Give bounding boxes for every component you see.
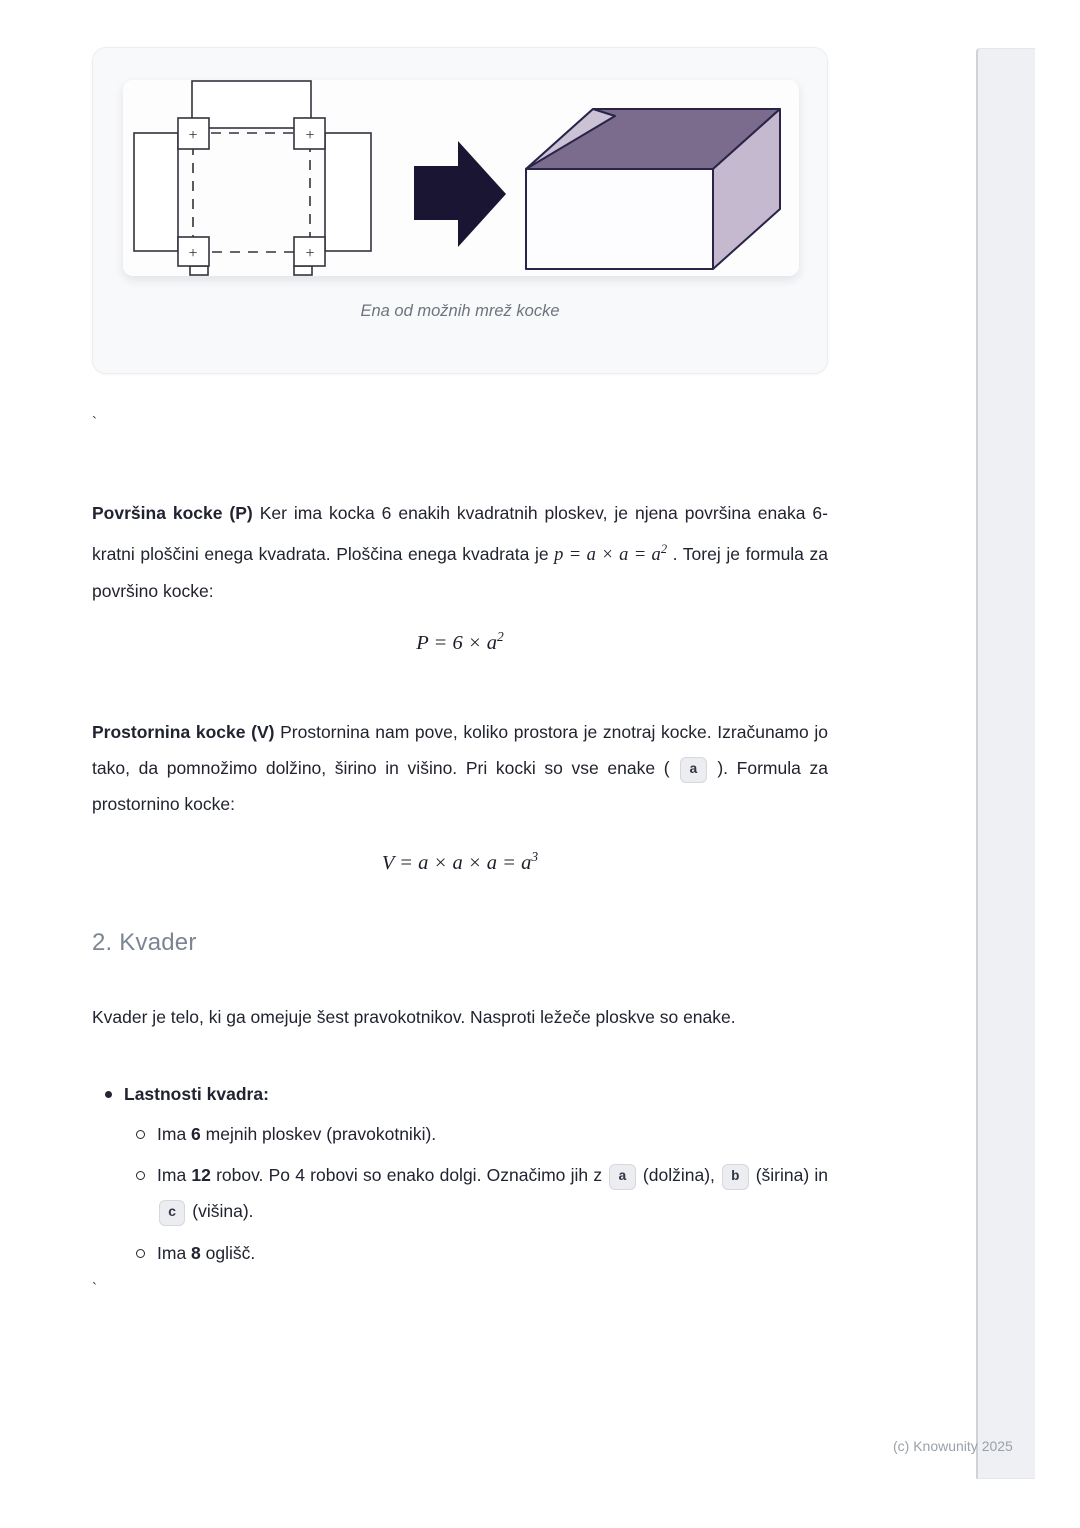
volume-body-1: Prostornina nam pove, koliko prostora je znotraj kocke. Izračunamo jo tako, da pomnožimo dolžino, širino in višino. Pri kocki so vse enake ( — [92, 721, 828, 778]
arrow-right-icon — [414, 141, 506, 247]
plus-icon: + — [188, 245, 198, 262]
code-chip-c: c — [159, 1200, 185, 1226]
stray-backtick: ` — [92, 414, 97, 431]
edges-mid-2: (širina) in — [750, 1165, 829, 1185]
net-top-flap — [192, 81, 311, 128]
edges-post: robov. Po 4 robovi so enako dolgi. Označimo jih z — [210, 1165, 608, 1185]
surface-formula: $P = 6 \times a^2$ — [416, 629, 504, 654]
bullet-circle-icon — [136, 1171, 145, 1180]
surface-body-1: Ker ima kocka 6 enakih kvadratnih ploskev, je njena površina enaka 6-kratni ploščini enega kvadrata. Ploščina enega kvadrata je — [92, 502, 828, 564]
cube-net-figure — [123, 80, 799, 276]
open-box-drawing — [526, 109, 780, 269]
code-chip-a: a — [609, 1164, 635, 1190]
volume-lead: Prostornina kocke (V) — [92, 721, 275, 742]
edges-pre: Ima — [157, 1165, 192, 1185]
figure-card — [92, 47, 828, 374]
vertices-count: 8 — [191, 1243, 201, 1263]
edges-mid-1: (dolžina), — [637, 1165, 721, 1185]
list-item-title — [92, 1076, 828, 1112]
copyright-text: (c) Knowunity 2025 — [893, 1438, 1013, 1454]
net-bottom-tab-right — [294, 266, 312, 275]
scrollbar[interactable] — [976, 48, 1035, 1479]
volume-body-2: ). Formula za prostornino kocke: — [92, 757, 828, 814]
bullet-circle-icon — [136, 1249, 145, 1258]
surface-paragraph — [92, 495, 828, 609]
properties-list — [92, 1076, 828, 1271]
faces-post: mejnih ploskev (pravokotniki). — [200, 1124, 437, 1144]
volume-formula: $V = a \times a \times a = a^3$ — [381, 849, 539, 874]
surface-lead: Površina kocke (P) — [92, 502, 253, 523]
figure-caption: Ena od možnih mrež kocke — [360, 302, 560, 320]
kvader-intro-paragraph: Kvader je telo, ki ga omejuje šest pravokotnikov. Nasproti ležeče ploskve so enake. — [92, 1006, 736, 1027]
net-corner-squares — [178, 118, 325, 266]
net-bottom-tab-left — [190, 266, 208, 275]
surface-body-2: . Torej je formula za površino kocke: — [92, 543, 829, 601]
edges-mid-3: (višina). — [187, 1201, 254, 1221]
list-item-edges — [92, 1157, 828, 1229]
faces-count: 6 — [191, 1124, 201, 1144]
volume-paragraph — [92, 714, 828, 822]
section-heading-kvader: 2. Kvader — [92, 929, 197, 956]
list-title: Lastnosti kvadra: — [124, 1084, 269, 1104]
plus-icon: + — [305, 245, 315, 262]
figure-panel — [123, 80, 799, 276]
faces-pre: Ima — [157, 1124, 192, 1144]
code-chip-a: a — [680, 757, 706, 783]
vertices-post: oglišč. — [200, 1243, 256, 1263]
net-dashed-square — [193, 133, 310, 252]
stray-backtick: ` — [92, 1280, 97, 1297]
bullet-dot-icon — [105, 1091, 112, 1098]
list-item-vertices — [92, 1235, 828, 1271]
box-front-face — [526, 169, 713, 269]
plus-icon: + — [188, 127, 198, 144]
bullet-circle-icon — [136, 1130, 145, 1139]
net-left-flap — [134, 133, 178, 251]
vertices-pre: Ima — [157, 1243, 192, 1263]
code-chip-b: b — [722, 1164, 748, 1190]
edges-count: 12 — [191, 1165, 211, 1185]
plus-icon: + — [305, 127, 315, 144]
surface-inline-math: $p = a \times a = a^2$ — [554, 541, 668, 565]
net-right-flap — [325, 133, 371, 251]
cube-net-drawing — [134, 81, 371, 275]
list-item-faces — [92, 1116, 828, 1152]
